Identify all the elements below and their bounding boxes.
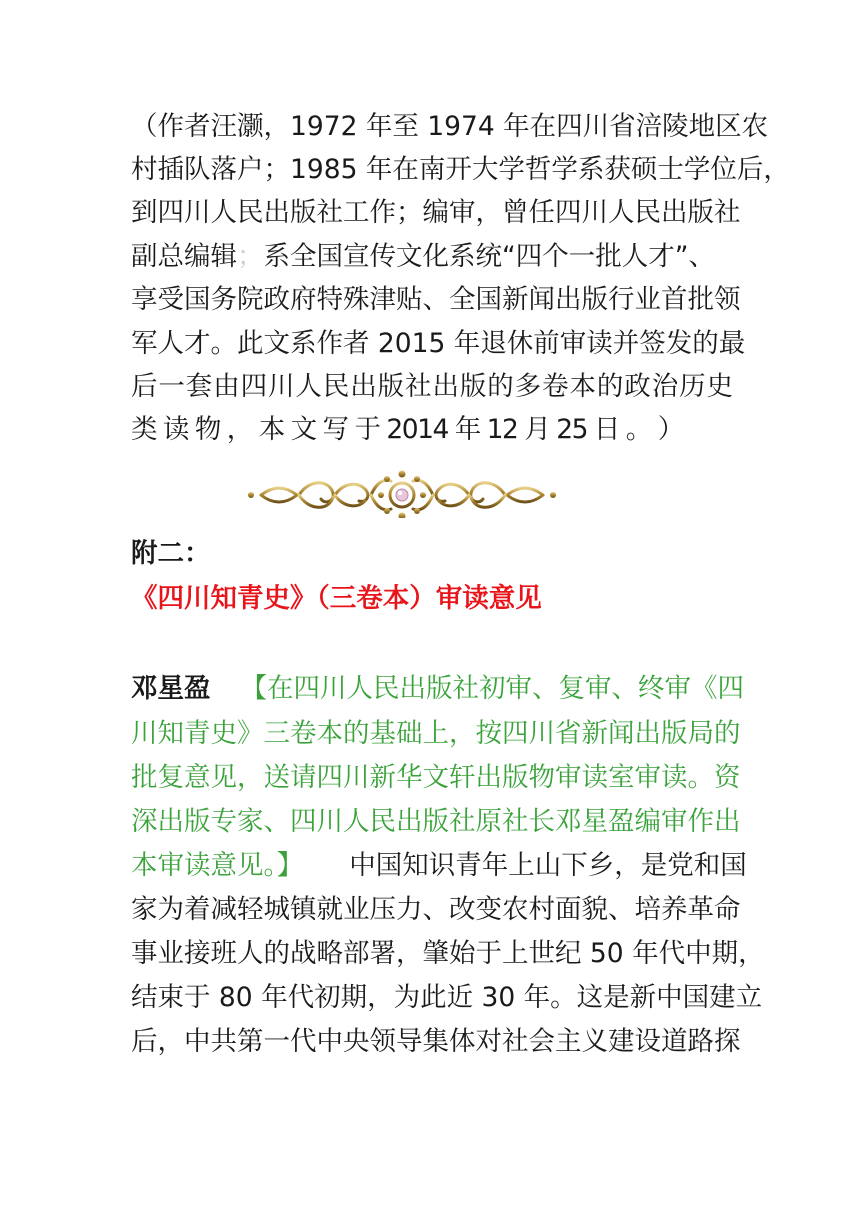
review-body-2: 事业接班人的战略部署，肇始于上世纪 50 年代中期，	[131, 938, 765, 969]
note-line-2: 村插队落户；1985 年在南开大学哲学系获硕士学位后，	[131, 154, 790, 185]
note-line-4-part-b: 系全国宣传文化系统“四个一批人才”、	[263, 241, 715, 272]
note-line-8: 类 读 物 ， 本 文 写 于 2014 年 12 月 25 日 。 ）	[131, 414, 683, 445]
note-line-5: 享受国务院政府特殊津贴、全国新闻出版行业首批领	[131, 284, 741, 315]
review-body-1: 家为着减轻城镇就业压力、改变农村面貌、培养革命	[131, 894, 741, 925]
review-line-5	[131, 845, 747, 887]
note-line-7: 后一套由四川人民出版社出版的多卷本的政治历史	[131, 371, 733, 402]
note-line-4-faint-semicolon: ；	[237, 241, 264, 272]
note-line-4	[131, 236, 733, 278]
note-line-1: （作者汪灏，1972 年至 1974 年在四川省涪陵地区农	[131, 111, 769, 142]
review-intro-5: 本审读意见。】	[131, 850, 304, 881]
note-line-4-part-a: 副总编辑	[131, 241, 237, 272]
note-line-3: 到四川人民出版社工作；编审，曾任四川人民出版社	[131, 197, 741, 228]
ornamental-gold-divider-icon	[131, 470, 673, 518]
review-author: 邓星盈	[131, 673, 211, 704]
review-intro-2: 川知青史》三卷本的基础上，按四川省新闻出版局的	[131, 718, 741, 749]
review-line-1	[131, 668, 744, 710]
review-intro-3: 批复意见，送请四川新华文轩出版物审读室审读。资	[131, 762, 741, 793]
review-body-3: 结束于 80 年代初期，为此近 30 年。这是新中国建立	[131, 982, 763, 1013]
appendix-label: 附二：	[131, 538, 211, 569]
review-body-first: 中国知识青年上山下乡，是党和国	[349, 850, 747, 881]
appendix-title: 《四川知青史》（三卷本）审读意见	[131, 583, 542, 614]
review-intro-4: 深出版专家、四川人民出版社原社长邓星盈编审作出	[131, 806, 741, 837]
review-body-4: 后，中共第一代中央领导集体对社会主义建设道路探	[131, 1026, 741, 1057]
note-line-6: 军人才。此文系作者 2015 年退休前审读并签发的最	[131, 328, 746, 359]
review-intro-1: 【在四川人民出版社初审、复审、终审《四	[240, 673, 744, 704]
